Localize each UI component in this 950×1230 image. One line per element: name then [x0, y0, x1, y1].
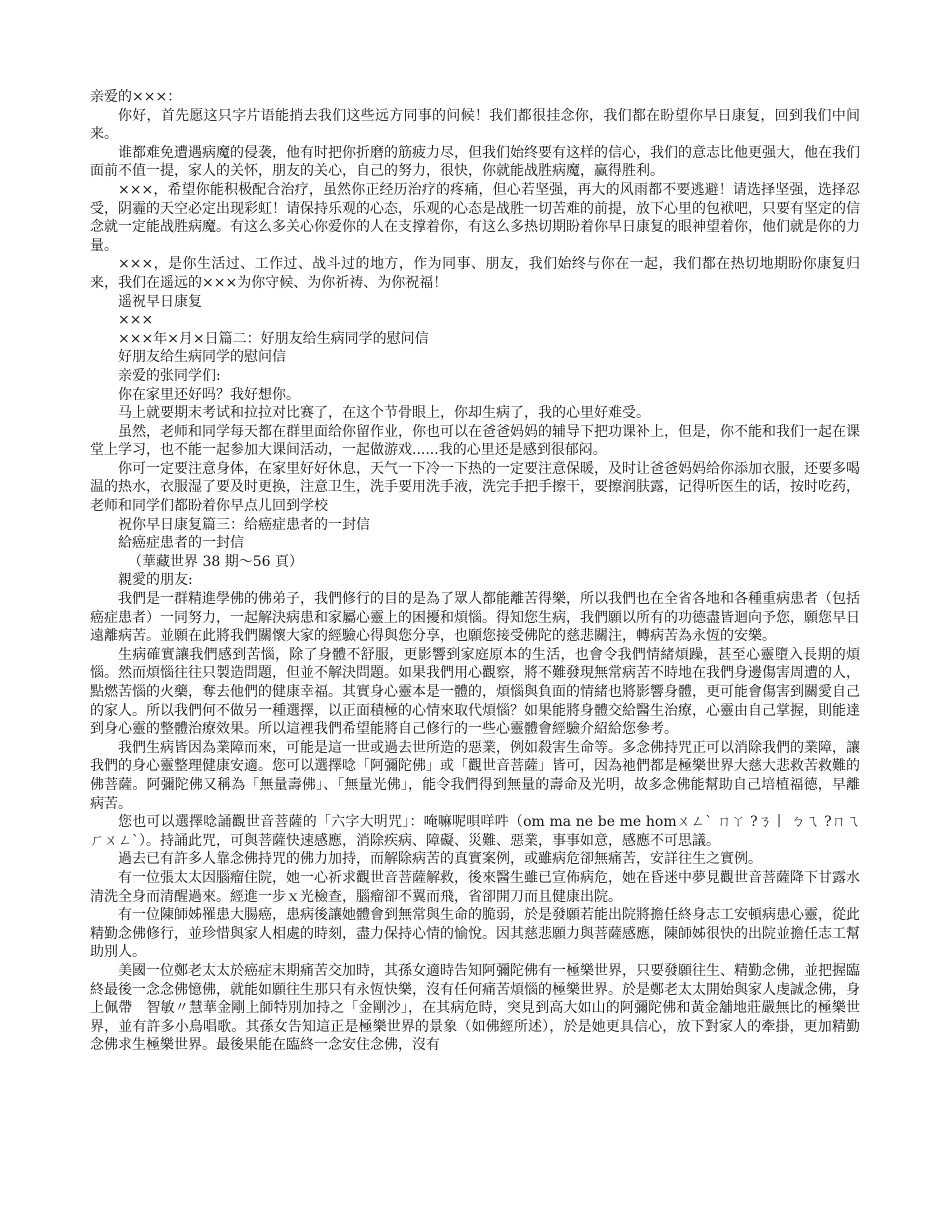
closing-wish: 遥祝早日康复 [118, 293, 202, 310]
body-paragraph: 你可一定要注意身体，在家里好好休息，天气一下冷一下热的一定要注意保暖，及时让爸爸妈妈给你添加衣服，还要多喝温的热水，衣服湿了要及时更换，注意卫生，洗手要用洗手液，洗完手把手擦干，要擦润肤露，记得听医生的话，按时吃药，老师和同学们都盼着你早点儿回到学校 [90, 460, 860, 515]
body-paragraph: 有一位陳師姊罹患大腸癌，患病後讓她體會到無常與生命的脆弱，於是發願若能出院將擔任終身志工安頓病患心靈，從此精勤念佛修行，並珍惜與家人相處的時刻，盡力保持心情的愉悅。因其慈悲願力與菩薩感應，陳師姊很快的出院並擔任志工幫助別人。 [90, 907, 860, 961]
body-paragraph: 你在家里还好吗？我好想你。 [118, 386, 300, 403]
body-paragraph: 我們生病皆因為業障而來，可能是這一世或過去世所造的惡業，例如殺害生命等。多念佛持咒正可以消除我們的業障，讓我們的身心靈整理健康安適。您可以選擇唸「阿彌陀佛」或「觀世音菩薩」皆可，因為祂們都是極樂世界大慈大悲救苦救難的佛菩薩。阿彌陀佛又稱為「無量壽佛」、「無量光佛」，能令我們得到無量的壽命及光明，故多念佛能幫助自己培植福德，早離病苦。 [90, 739, 860, 812]
salutation: 亲爱的×××： [90, 89, 182, 105]
body-paragraph: 美國一位鄭老太太於癌症末期痛苦交加時，其孫女適時告知阿彌陀佛有一極樂世界，只要發願往生、精勤念佛，並把握臨終最後一念念佛憶佛，就能如願往生那只有永恆快樂，沒有任何痛苦煩惱的極樂世界。於是鄭老太太開始與家人虔誠念佛，身上佩帶 智敏〃慧華金剛上師特別加持之「金剛沙」，在其病危時，突見到高大如山的阿彌陀佛和黃金舖地莊嚴無比的極樂世界，並有許多小鳥唱歌。其孫女告知這正是極樂世界的景象（如佛經所述），於是她更具信心，放下對家人的牽掛，更加精勤念佛求生極樂世界。最後果能在臨終一念安住念佛，沒有 [90, 962, 860, 1054]
body-paragraph: 過去已有許多人靠念佛持咒的佛力加持，而解除病苦的真實案例，或雖病危卻無痛苦，安詳往生之實例。 [118, 851, 762, 868]
body-paragraph: 我們是一群精進學佛的佛弟子，我們修行的目的是為了眾人都能離苦得樂，所以我們也在全省各地和各種重病患者（包括癌症患者）一同努力，一起解決病患和家屬心靈上的困擾和煩惱。得知您生病，我們願以所有的功德盡皆迴向予您，願您早日遠離病苦。並願在此將我們關懷大家的經驗心得與您分享，也願您接受佛陀的慈悲關注，轉病苦為永恆的安樂。 [90, 591, 860, 645]
body-paragraph: 你好，首先愿这只字片语能捎去我们这些远方同事的问候！我们都很挂念你，我们都在盼望你早日康复，回到我们中间来。 [90, 107, 860, 143]
salutation: 親愛的朋友: [118, 572, 193, 589]
closing-and-section-title: 祝你早日康复篇三：给癌症患者的一封信 [118, 516, 370, 533]
source-note: （華藏世界 38 期～56 頁） [128, 553, 303, 570]
body-paragraph: 您也可以選擇唸誦觀世音菩薩的「六字大明咒」：唵嘛呢唄咩吽（om ma ne be me homㄨㄥˋ ㄇㄚ ?ㄋ丨 ㄅㄟ ?ㄇㄟ ㄏㄨㄥˋ）。持誦此咒，可與菩薩快速感應，消除疾病、障礙、災難、惡業，事事如意，感應不可思議。 [90, 814, 860, 849]
body-paragraph: 马上就要期末考试和拉拉对比赛了，在这个节骨眼上，你却生病了，我的心里好难受。 [118, 405, 650, 422]
letter-title: 好朋友给生病同学的慰问信 [118, 349, 286, 366]
salutation: 亲爱的张同学们: [118, 367, 221, 384]
body-paragraph: 虽然，老师和同学每天都在群里面给你留作业，你也可以在爸爸妈妈的辅导下把功课补上，但是，你不能和我们一起在课堂上学习，也不能一起参加大课间活动，一起做游戏......我的心里还是感到很郁闷。 [90, 423, 860, 459]
date-and-section-title: ×××年×月×日篇二：好朋友给生病同学的慰问信 [118, 330, 429, 347]
signature: ××× [118, 312, 154, 329]
body-paragraph: 生病確實讓我們感到苦惱，除了身體不舒服，更影響到家庭原本的生活，也會令我們情緒煩躁，甚至心靈墮入長期的煩惱。然而煩惱往往只製造問題，但並不解決問題。如果我們用心觀察，將不難發現無常病苦不時地在我們身邊傷害周遭的人，點燃苦惱的火藥，奪去他們的健康幸福。其實身心靈本是一體的，煩惱與負面的情緒也將影響身體，更可能會傷害到關愛自己的家人。所以我們何不做另一種選擇，以正面積極的心情來取代煩惱？如果能將身體交給醫生治療，心靈由自己掌握，則能達到身心靈的整體治療效果。所以這裡我們希望能將自己修行的一些心靈體會經驗介紹給您參考。 [90, 646, 860, 738]
body-paragraph: 有一位張太太因腦瘤住院，她一心祈求觀世音菩薩解救，後來醫生雖已宣佈病危，她在昏迷中夢見觀世音菩薩降下甘露水清洗全身而清醒過來。經進一步ｘ光檢查，腦瘤卻不翼而飛，省卻開刀而且健康出院。 [90, 869, 860, 905]
letter-title: 給癌症患者的一封信 [118, 535, 244, 552]
body-paragraph: 谁都难免遭遇病魔的侵袭，他有时把你折磨的筋疲力尽，但我们始终要有这样的信心，我们的意志比他更强大，他在我们面前不值一提，家人的关怀，朋友的关心，自己的努力，很快，你就能战胜病魔，赢得胜利。 [90, 144, 860, 180]
body-paragraph: ×××，希望你能积极配合治疗，虽然你正经历治疗的疼痛，但心若坚强，再大的风雨都不要逃避！请选择坚强，选择忍受，阴霾的天空必定出现彩虹！请保持乐观的心态，乐观的心态是战胜一切苦难的前提，放下心里的包袱吧，只要有坚定的信念就一定能战胜病魔。有这么多关心你爱你的人在支撑着你，有这么多热切期盼着你早日康复的眼神望着你，他们就是你的力量。 [90, 181, 860, 254]
body-paragraph: ×××，是你生活过、工作过、战斗过的地方，作为同事、朋友，我们始终与你在一起，我们都在热切地期盼你康复归来，我们在遥远的×××为你守候、为你祈祷、为你祝福！ [90, 256, 860, 291]
